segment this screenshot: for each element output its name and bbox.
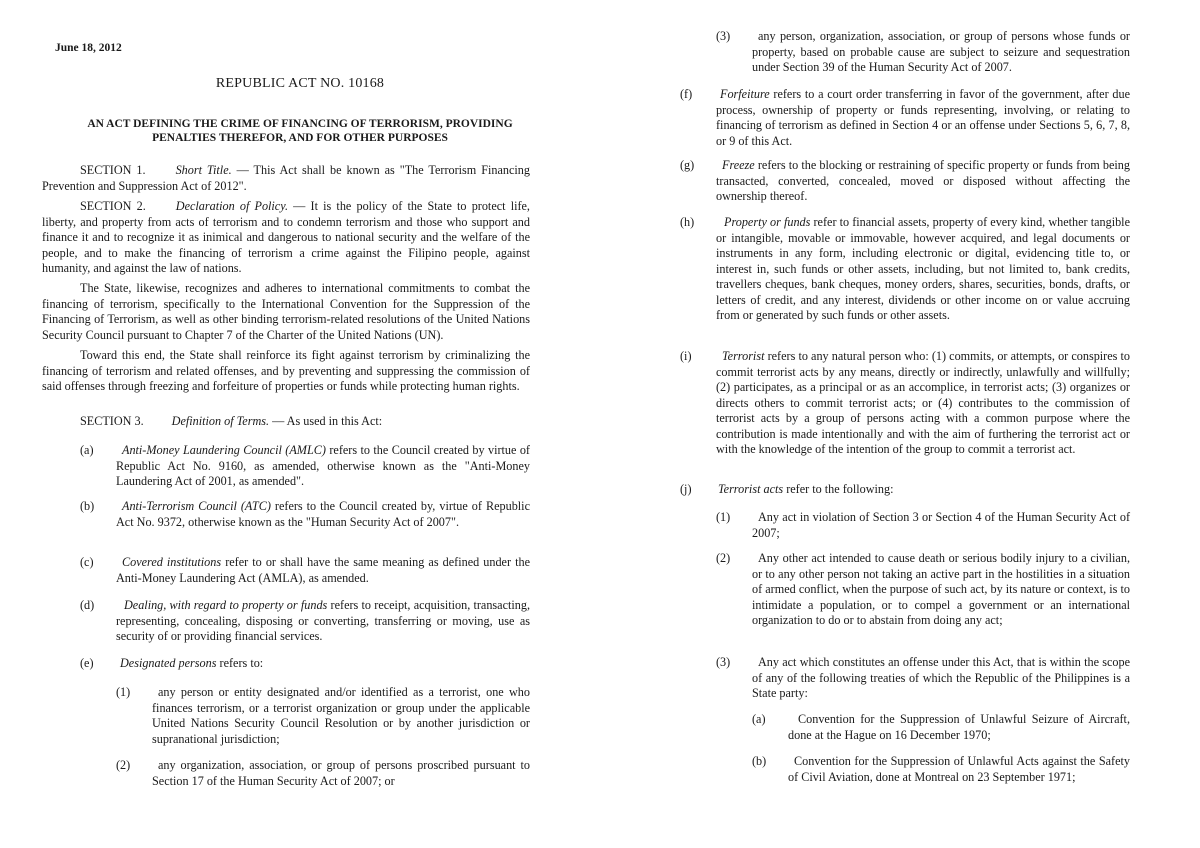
item-text: Any act which constitutes an offense under this Act, that is within the scope of any of the following treaties of which the Republic of the Philippines is a State party: (752, 655, 1130, 700)
item-label: (a) (752, 712, 766, 726)
section-2-label: SECTION 2. (80, 199, 146, 213)
item-term: Terrorist (722, 349, 765, 363)
item-label: (b) (752, 754, 767, 768)
section-1-text: — This Act shall be known as "The Terrorism Financing Prevention and Suppression Act of 2012". (42, 163, 530, 193)
item-label: (i) (680, 349, 692, 363)
section-2 (42, 199, 530, 277)
item-term: Dealing, with regard to property or funds (124, 598, 328, 612)
item-text: refers to a court order transferring in favor of the government, after due process, ownership of property or funds representing, involving, or relating to financing of terrorism as defined in Section 4 or an offense under Sections 5, 6, 7, 8, or 9 of this Act. (716, 87, 1130, 148)
section-3-heading: Definition of Terms. (171, 414, 270, 428)
item-term: Terrorist acts (718, 482, 784, 496)
item-text: refer to the following: (783, 482, 894, 496)
item-text: any organization, association, or group of persons proscribed pursuant to Section 17 of the Human Security Act of 2007; or (152, 758, 530, 788)
section-1-label: SECTION 1. (80, 163, 146, 177)
item-term: Covered institutions (122, 555, 222, 569)
section-3 (42, 414, 530, 430)
item-text: any person, organization, association, or group of persons whose funds or property, based on probable cause are subject to seizure and sequestration under Section 39 of the Human Security Act of 2007. (752, 29, 1130, 74)
item-term: Anti-Money Laundering Council (AMLC) (122, 443, 326, 457)
item-text: refers to the Council created by virtue of Republic Act No. 9160, as amended, otherwise known as the "Anti-Money Laundering Act of 2001, as amended". (116, 443, 530, 488)
item-label: (j) (680, 482, 692, 496)
item-label: (2) (716, 551, 731, 565)
item-label: (d) (80, 598, 95, 612)
item-term: Forfeiture (720, 87, 770, 101)
act-title: AN ACT DEFINING THE CRIME OF FINANCING OF TERRORISM, PROVIDING PENALTIES THEREFOR, AND FOR OTHER PURPOSES (87, 118, 513, 144)
item-label: (a) (80, 443, 94, 457)
republic-act-title: REPUBLIC ACT NO. 10168 (215, 76, 385, 91)
item-term: Designated persons (120, 656, 217, 670)
item-text: refers to any natural person who: (1) commits, or attempts, or conspires to commit terrorist acts by any means, directly or indirectly, unlawfully and willfully; (2) participates, as a principal or as an accomplice, in terrorist acts; (3) organizes or directs others to commit terrorist acts; or (4) contributes to the commission of terrorist acts by a group of persons acting with a common purpose where the contribution is made intentionally and with the aim of furthering the terrorist act or with the knowledge of the intention of the group to commit a terrorist act. (716, 349, 1130, 456)
item-label: (e) (80, 656, 94, 670)
item-label: (1) (116, 685, 131, 699)
section-1-heading: Short Title. (175, 163, 232, 177)
section-2-heading: Declaration of Policy. (175, 199, 288, 213)
item-label: (g) (680, 158, 695, 172)
item-label: (3) (716, 655, 731, 669)
item-term: Freeze (722, 158, 755, 172)
item-label: (f) (680, 87, 693, 101)
item-text: refer to or shall have the same meaning as defined under the Anti-Money Laundering Act (AMLA), as amended. (116, 555, 531, 585)
item-text: refer to financial assets, property of every kind, whether tangible or intangible, movable or immovable, however acquired, and legal documents or instruments in any form, including electronic or digital, evidencing title to, or interest in, such funds or other assets, including, but not limited to, bank credits, travellers cheques, bank cheques, money orders, shares, securities, bonds, drafts, or letters of credit, and any interest, dividends or other income on or value accruing from or generated by such funds or other assets. (716, 215, 1130, 322)
section-2-text: — It is the policy of the State to protect life, liberty, and property from acts of terrorism and to condemn terrorism and those who support and finance it and to recognize it as inimical and dangerous to national security and the welfare of the people, and to make the financing of terrorism a crime against the Filipino people, against humanity, and against the law of nations. (42, 199, 530, 275)
item-text: any person or entity designated and/or identified as a terrorist, one who finances terrorism, or a terrorist organization or group under the applicable United Nations Security Council Resolution or by another jurisdiction or supranational jurisdiction; (152, 685, 530, 746)
section-2-paragraph-2: The State, likewise, recognizes and adheres to international commitments to combat the financing of terrorism, specifically to the International Convention for the Suppression of the Financing of Terrorism, as well as other binding terrorism-related resolutions of the United Nations Security Council pursuant to Chapter 7 of the Charter of the United Nations (UN). (42, 281, 530, 342)
item-label: (1) (716, 510, 731, 524)
document-date: June 18, 2012 (55, 42, 122, 54)
item-text: refers to the Council created by, virtue of Republic Act No. 9372, otherwise known as the "Human Security Act of 2007". (116, 499, 530, 529)
section-3-label: SECTION 3. (80, 414, 144, 428)
item-text: Any act in violation of Section 3 or Section 4 of the Human Security Act of 2007; (752, 510, 1130, 540)
item-label: (3) (716, 29, 731, 43)
item-term: Property or funds (724, 215, 811, 229)
section-3-text: — As used in this Act: (269, 414, 383, 428)
item-text: Convention for the Suppression of Unlawful Seizure of Aircraft, done at the Hague on 16 December 1970; (788, 712, 1130, 742)
section-2-paragraph-3: Toward this end, the State shall reinforce its fight against terrorism by criminalizing the financing of terrorism and related offenses, and by preventing and suppressing the commission of said offenses through freezing and forfeiture of properties or funds while protecting human rights. (42, 348, 530, 393)
item-text: refers to the blocking or restraining of specific property or funds from being transacted, converted, concealed, moved or disposed without affecting the ownership thereof. (716, 158, 1130, 203)
item-label: (c) (80, 555, 94, 569)
item-text: refers to: (216, 656, 264, 670)
item-label: (h) (680, 215, 695, 229)
item-text: refers to receipt, acquisition, transacting, representing, concealing, disposing or converting, transferring or moving, use as security of or providing financial services. (116, 598, 531, 643)
item-text: Any other act intended to cause death or serious bodily injury to a civilian, or to any other person not taking an active part in the hostilities in a situation of armed conflict, when the purpose of such act, by its nature or context, is to intimidate a population, or to compel a government or an international organization to do or to abstain from doing any act; (752, 551, 1130, 627)
item-term: Anti-Terrorism Council (ATC) (122, 499, 271, 513)
section-1 (42, 163, 530, 194)
item-text: Convention for the Suppression of Unlawful Acts against the Safety of Civil Aviation, done at Montreal on 23 September 1971; (788, 754, 1130, 784)
item-label: (2) (116, 758, 131, 772)
item-label: (b) (80, 499, 95, 513)
